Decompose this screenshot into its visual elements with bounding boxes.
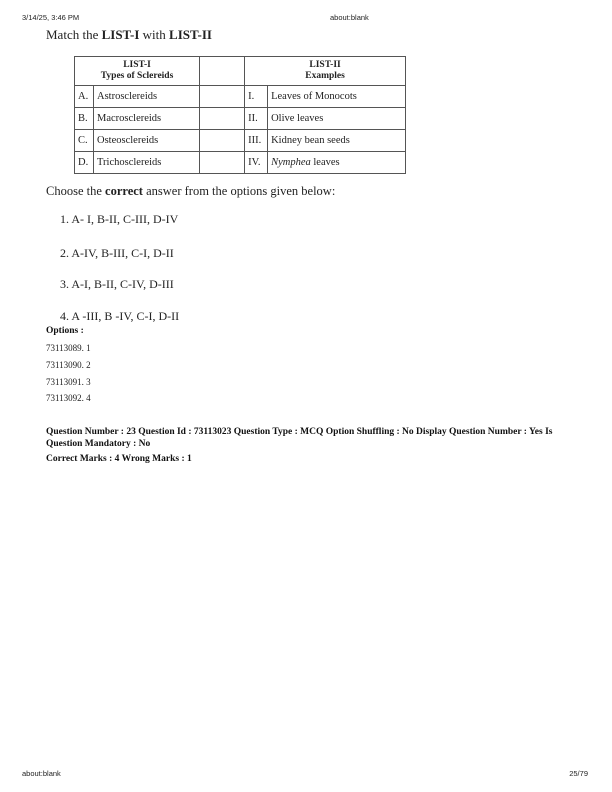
question-list2: LIST-II	[169, 27, 212, 42]
table-gap	[200, 86, 245, 108]
table-row	[75, 130, 406, 152]
question-with: with	[139, 27, 170, 42]
match-table	[74, 56, 406, 174]
list1-subtitle: Types of Sclereids	[100, 71, 174, 81]
list1-title: LIST-I	[123, 60, 151, 70]
row-letter: C.	[75, 130, 94, 152]
list2-subtitle: Examples	[305, 71, 345, 81]
table-gap	[200, 108, 245, 130]
page-number: 25/79	[569, 769, 588, 778]
row-roman: I.	[245, 86, 268, 108]
option-id: 73113090. 2	[46, 360, 91, 370]
row-item: Macrosclereids	[94, 108, 200, 130]
question-metadata: Question Number : 23 Question Id : 73113023 Question Type : MCQ Option Shuffling : No Display Question Number : Yes Is Question Mandatory : No	[46, 427, 553, 449]
row-roman: II.	[245, 108, 268, 130]
instruction-text	[46, 184, 335, 199]
example-text: Olive leaves	[271, 113, 324, 124]
example-text: leaves	[310, 157, 340, 168]
row-example	[268, 152, 406, 174]
instruction-suffix: answer from the options given below:	[142, 184, 336, 198]
answer-option-3: 3. A-I, B-II, C-IV, D-III	[60, 277, 174, 291]
answer-option-4: 4. A -III, B -IV, C-I, D-II	[60, 309, 180, 323]
list1-header	[75, 57, 200, 86]
instruction-bold: correct	[105, 184, 143, 198]
table-gap	[200, 130, 245, 152]
table-row	[75, 152, 406, 174]
answer-option-2: 2. A-IV, B-III, C-I, D-II	[60, 246, 174, 260]
row-item: Osteosclereids	[94, 130, 200, 152]
table-row	[75, 108, 406, 130]
answer-option-1: 1. A- I, B-II, C-III, D-IV	[60, 212, 179, 226]
options-label: Options :	[46, 326, 84, 336]
row-letter: D.	[75, 152, 94, 174]
example-text: Leaves of Monocots	[271, 91, 357, 102]
row-letter: B.	[75, 108, 94, 130]
question-title	[46, 27, 212, 43]
list2-title: LIST-II	[309, 60, 341, 70]
table-row	[75, 86, 406, 108]
table-gap	[200, 152, 245, 174]
print-url: about:blank	[330, 13, 369, 22]
table-gap	[200, 57, 245, 86]
table-header-row	[75, 57, 406, 86]
row-letter: A.	[75, 86, 94, 108]
row-example	[268, 130, 406, 152]
marks-info: Correct Marks : 4 Wrong Marks : 1	[46, 454, 192, 464]
option-id: 73113092. 4	[46, 393, 91, 403]
print-datetime: 3/14/25, 3:46 PM	[22, 13, 80, 22]
row-roman: III.	[245, 130, 268, 152]
row-example	[268, 108, 406, 130]
example-italic: Nymphea	[271, 157, 311, 168]
option-id: 73113091. 3	[46, 377, 91, 387]
question-prefix: Match the	[46, 27, 102, 42]
instruction-prefix: Choose the	[46, 184, 106, 198]
row-item: Trichosclereids	[94, 152, 200, 174]
row-roman: IV.	[245, 152, 268, 174]
question-list1: LIST-I	[101, 27, 140, 42]
row-example	[268, 86, 406, 108]
footer-url: about:blank	[22, 769, 61, 778]
row-item: Astrosclereids	[94, 86, 200, 108]
option-id: 73113089. 1	[46, 343, 91, 353]
example-text: Kidney bean seeds	[271, 135, 350, 146]
list2-header	[245, 57, 406, 86]
